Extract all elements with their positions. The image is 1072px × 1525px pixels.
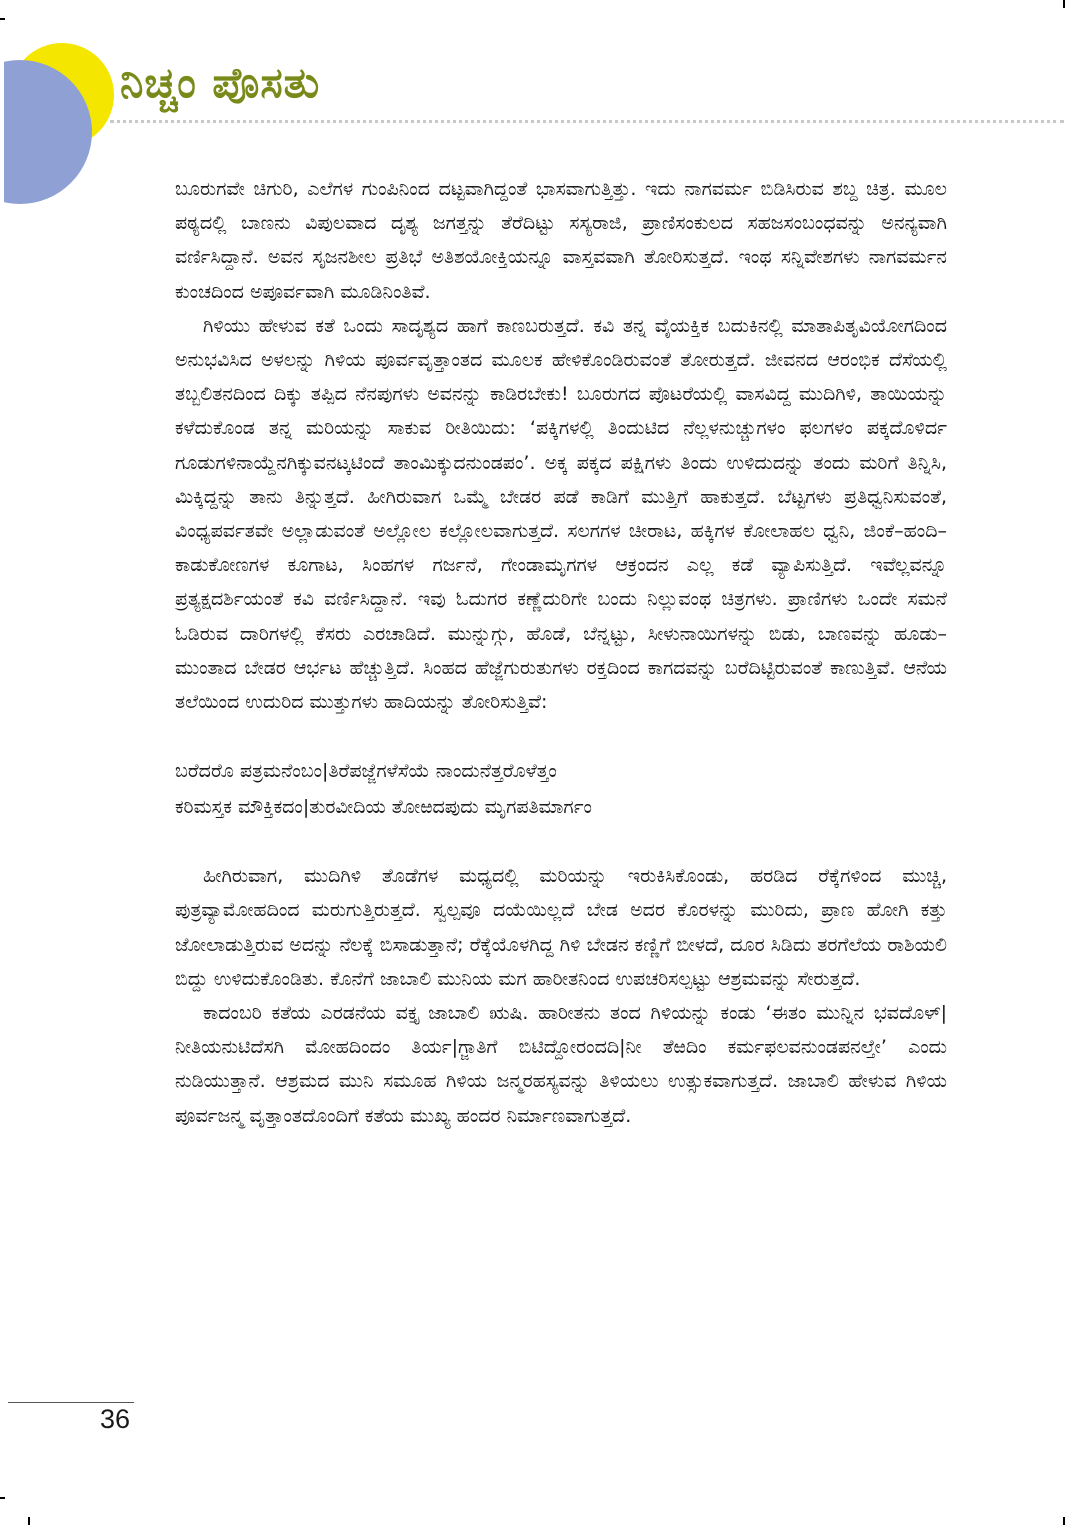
header-dotted-rule [110, 120, 1064, 123]
verse-line: ಕರಿಮಸ್ತಕ ಮೌಕ್ತಿಕದಂ|ತುರವೀದಿಯ ತೋಱದಪುದು ಮೃಗಪತಿಮಾರ್ಗಂ [175, 796, 592, 819]
crop-mark [1063, 0, 1065, 8]
crop-mark [0, 1497, 5, 1499]
paragraph: ಹೀಗಿರುವಾಗ, ಮುದಿಗಿಳಿ ತೊಡೆಗಳ ಮಧ್ಯದಲ್ಲಿ ಮರಿಯನ್ನು ಇರುಕಿಸಿಕೊಂಡು, ಹರಡಿದ ರೆಕ್ಕೆಗಳಿಂದ ಮುಚ್ಚಿ, ಪುತ್ರವ್ಯಾಮೋಹದಿಂದ ಮರುಗುತ್ತಿರುತ್ತದೆ. ಸ್ವಲ್ಪವೂ ದಯೆಯಿಲ್ಲದೆ ಬೇಡ ಅದರ ಕೊರಳನ್ನು ಮುರಿದು, ಪ್ರಾಣ ಹೋಗಿ ಕತ್ತು ಜೋಲಾಡುತ್ತಿರುವ ಅದನ್ನು ನೆಲಕ್ಕೆ ಬಿಸಾಡುತ್ತಾನೆ; ರೆಕ್ಕೆಯೊಳಗಿದ್ದ ಗಿಳಿ ಬೇಡನ ಕಣ್ಣಿಗೆ ಬೀಳದೆ, ದೂರ ಸಿಡಿದು ತರಗೆಲೆಯ ರಾಶಿಯಲಿ ಬಿದ್ದು ಉಳಿದುಕೊಂಡಿತು. ಕೊನೆಗೆ ಜಾಬಾಲಿ ಮುನಿಯ ಮಗ ಹಾರೀತನಿಂದ ಉಪಚರಿಸಲ್ಪಟ್ಟು ಆಶ್ರಮವನ್ನು ಸೇರುತ್ತದೆ. [175, 865, 947, 990]
footer-rule [8, 1402, 134, 1403]
body-text [175, 172, 947, 1133]
section-title: ನಿಚ್ಚಂ ಪೊಸತು [120, 58, 321, 107]
paragraph: ಕಾದಂಬರಿ ಕತೆಯ ಎರಡನೆಯ ವಕ್ತೃ ಜಾಬಾಲಿ ಋಷಿ. ಹಾರೀತನು ತಂದ ಗಿಳಿಯನ್ನು ಕಂಡು ‘ಈತಂ ಮುನ್ನಿನ ಭವದೊಳ್|ನೀತಿಯನುಟಿದೆಸಗಿ ಮೋಹದಿಂದಂ ತಿರ್ಯ|ಗ್ಜಾತಿಗೆ ಬಿಟಿದ್ದೋರಂದದಿ|ನೀ ತೆಱದಿಂ ಕರ್ಮಫಲವನುಂಡಪನಲ್ತೇ’ ಎಂದು ನುಡಿಯುತ್ತಾನೆ. ಆಶ್ರಮದ ಮುನಿ ಸಮೂಹ ಗಿಳಿಯ ಜನ್ಮರಹಸ್ಯವನ್ನು ತಿಳಿಯಲು ಉತ್ಸುಕವಾಗುತ್ತದೆ. ಜಾಬಾಲಿ ಹೇಳುವ ಗಿಳಿಯ ಪೂರ್ವಜನ್ಮ ವೃತ್ತಾಂತದೊಂದಿಗೆ ಕತೆಯ ಮುಖ್ಯ ಹಂದರ ನಿರ್ಮಾಣವಾಗುತ್ತದೆ. [175, 1002, 947, 1127]
page-number: 36 [100, 1404, 131, 1434]
crop-mark [1063, 1517, 1065, 1525]
verse-line: ಬರೆದರೊ ಪತ್ರಮನೆಂಬಂ|ತಿರೆಪಜ್ಜೆಗಳೆಸೆಯೆ ನಾಂದುನೆತ್ತರೊಳೆತ್ತಂ [175, 760, 557, 783]
paragraph: ಬೂರುಗವೇ ಚಿಗುರಿ, ಎಲೆಗಳ ಗುಂಪಿನಿಂದ ದಟ್ಟವಾಗಿದ್ದಂತೆ ಭಾಸವಾಗುತ್ತಿತ್ತು. ಇದು ನಾಗವರ್ಮ ಬಿಡಿಸಿರುವ ಶಬ್ದ ಚಿತ್ರ. ಮೂಲ ಪಠ್ಯದಲ್ಲಿ ಬಾಣನು ವಿಪುಲವಾದ ದೃಶ್ಯ ಜಗತ್ತನ್ನು ತೆರೆದಿಟ್ಟು ಸಸ್ಯರಾಜಿ, ಪ್ರಾಣಿಸಂಕುಲದ ಸಹಜಸಂಬಂಧವನ್ನು ಅನನ್ಯವಾಗಿ ವರ್ಣಿಸಿದ್ದಾನೆ. ಅವನ ಸೃಜನಶೀಲ ಪ್ರತಿಭೆ ಅತಿಶಯೋಕ್ತಿಯನ್ನೂ ವಾಸ್ತವವಾಗಿ ತೋರಿಸುತ್ತದೆ. ಇಂಥ ಸನ್ನಿವೇಶಗಳು ನಾಗವರ್ಮನ ಕುಂಚದಿಂದ ಅಪೂರ್ವವಾಗಿ ಮೂಡಿನಿಂತಿವೆ. [175, 178, 947, 303]
paragraph: ಗಿಳಿಯು ಹೇಳುವ ಕತೆ ಒಂದು ಸಾದೃಶ್ಯದ ಹಾಗೆ ಕಾಣಬರುತ್ತದೆ. ಕವಿ ತನ್ನ ವೈಯಕ್ತಿಕ ಬದುಕಿನಲ್ಲಿ ಮಾತಾಪಿತೃವಿಯೋಗದಿಂದ ಅನುಭವಿಸಿದ ಅಳಲನ್ನು ಗಿಳಿಯ ಪೂರ್ವವೃತ್ತಾಂತದ ಮೂಲಕ ಹೇಳಿಕೊಂಡಿರುವಂತೆ ತೋರುತ್ತದೆ. ಜೀವನದ ಆರಂಭಿಕ ದೆಸೆಯಲ್ಲಿ ತಬ್ಬಲಿತನದಿಂದ ದಿಕ್ಕು ತಪ್ಪಿದ ನೆನಪುಗಳು ಅವನನ್ನು ಕಾಡಿರಬೇಕು! ಬೂರುಗದ ಪೊಟರೆಯಲ್ಲಿ ವಾಸವಿದ್ದ ಮುದಿಗಿಳಿ, ತಾಯಿಯನ್ನು ಕಳೆದುಕೊಂಡ ತನ್ನ ಮರಿಯನ್ನು ಸಾಕುವ ರೀತಿಯಿದು: ‘ಪಕ್ಕಿಗಳಲ್ಲಿ ತಿಂದುಟಿದ ನೆಲ್ಲಳನುಚ್ಚುಗಳಂ ಫಲಗಳಂ ಪಕ್ಕದೊಳಿರ್ದ ಗೂಡುಗಳಿನಾಯ್ದೆನಗಿಕ್ಕುವನಟ್ಕಟಿಂದೆ ತಾಂಮಿಕ್ಕುದನುಂಡಪಂ’. ಅಕ್ಕ ಪಕ್ಕದ ಪಕ್ಷಿಗಳು ತಿಂದು ಉಳಿದುದನ್ನು ತಂದು ಮರಿಗೆ ತಿನ್ನಿಸಿ, ಮಿಕ್ಕಿದ್ದನ್ನು ತಾನು ತಿನ್ನುತ್ತದೆ. ಹೀಗಿರುವಾಗ ಒಮ್ಮೆ ಬೇಡರ ಪಡೆ ಕಾಡಿಗೆ ಮುತ್ತಿಗೆ ಹಾಕುತ್ತದೆ. ಬೆಟ್ಟಗಳು ಪ್ರತಿಧ್ವನಿಸುವಂತೆ, ವಿಂಧ್ಯಪರ್ವತವೇ ಅಲ್ಲಾಡುವಂತೆ ಅಲ್ಲೋಲ ಕಲ್ಲೋಲವಾಗುತ್ತದೆ. ಸಲಗಗಳ ಚೀರಾಟ, ಹಕ್ಕಿಗಳ ಕೋಲಾಹಲ ಧ್ವನಿ, ಜಿಂಕೆ–ಹಂದಿ–ಕಾಡುಕೋಣಗಳ ಕೂಗಾಟ, ಸಿಂಹಗಳ ಗರ್ಜನೆ, ಗೇಂಡಾಮೃಗಗಳ ಆಕ್ರಂದನ ಎಲ್ಲ ಕಡೆ ವ್ಯಾಪಿಸುತ್ತಿದೆ. ಇವೆಲ್ಲವನ್ನೂ ಪ್ರತ್ಯಕ್ಷದರ್ಶಿಯಂತೆ ಕವಿ ವರ್ಣಿಸಿದ್ದಾನೆ. ಇವು ಓದುಗರ ಕಣ್ಣೆದುರಿಗೇ ಬಂದು ನಿಲ್ಲುವಂಥ ಚಿತ್ರಗಳು. ಪ್ರಾಣಿಗಳು ಒಂದೇ ಸಮನೆ ಓಡಿರುವ ದಾರಿಗಳಲ್ಲಿ ಕೆಸರು ಎರಚಾಡಿದೆ. ಮುನ್ನುಗ್ಗು, ಹೊಡೆ, ಬೆನ್ನಟ್ಟು, ಸೀಳುನಾಯಿಗಳನ್ನು ಬಿಡು, ಬಾಣವನ್ನು ಹೂಡು–ಮುಂತಾದ ಬೇಡರ ಆರ್ಭಟ ಹೆಚ್ಚುತ್ತಿದೆ. ಸಿಂಹದ ಹೆಜ್ಜೆಗುರುತುಗಳು ರಕ್ತದಿಂದ ಕಾಗದವನ್ನು ಬರೆದಿಟ್ಟಿರುವಂತೆ ಕಾಣುತ್ತಿವೆ. ಆನೆಯ ತಲೆಯಿಂದ ಉದುರಿದ ಮುತ್ತುಗಳು ಹಾದಿಯನ್ನು ತೋರಿಸುತ್ತಿವೆ: [175, 314, 947, 714]
crop-mark [28, 1517, 30, 1525]
verse-block [175, 753, 947, 825]
